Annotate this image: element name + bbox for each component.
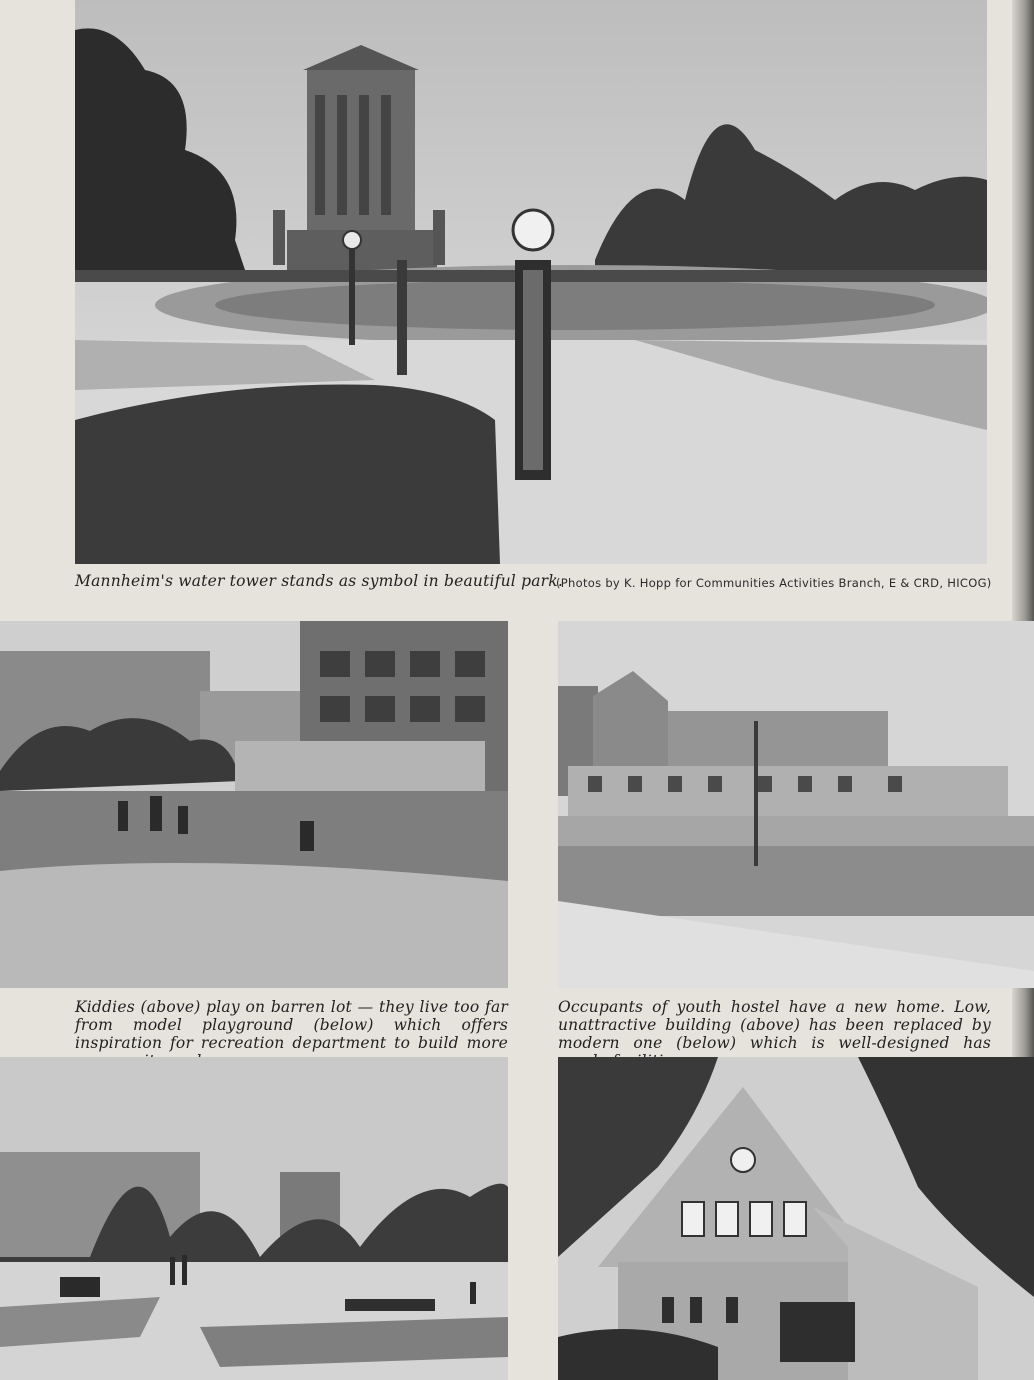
barren-lot-caption: Kiddies (above) play on barren lot — they live too far from model playground (below) which offers inspiration for recreation department to build more	[75, 998, 508, 1052]
photo-credit: (Photos by K. Hopp for Communities Activities Branch, E & CRD, HICOG)	[556, 576, 992, 590]
old-youth-hostel-photo	[558, 621, 1034, 988]
youth-hostel-caption: Occupants of youth hostel have a new home. Low, unattractive building (above) has been replaced by modern one (below) which is well-designed has	[558, 998, 991, 1052]
water-tower-park-photo	[75, 0, 987, 564]
water-tower-caption: Mannheim's water tower stands as symbol in beautiful park.	[75, 572, 563, 590]
new-youth-hostel-photo	[558, 1057, 1034, 1380]
model-playground-photo	[0, 1057, 508, 1380]
barren-lot-photo	[0, 621, 508, 988]
